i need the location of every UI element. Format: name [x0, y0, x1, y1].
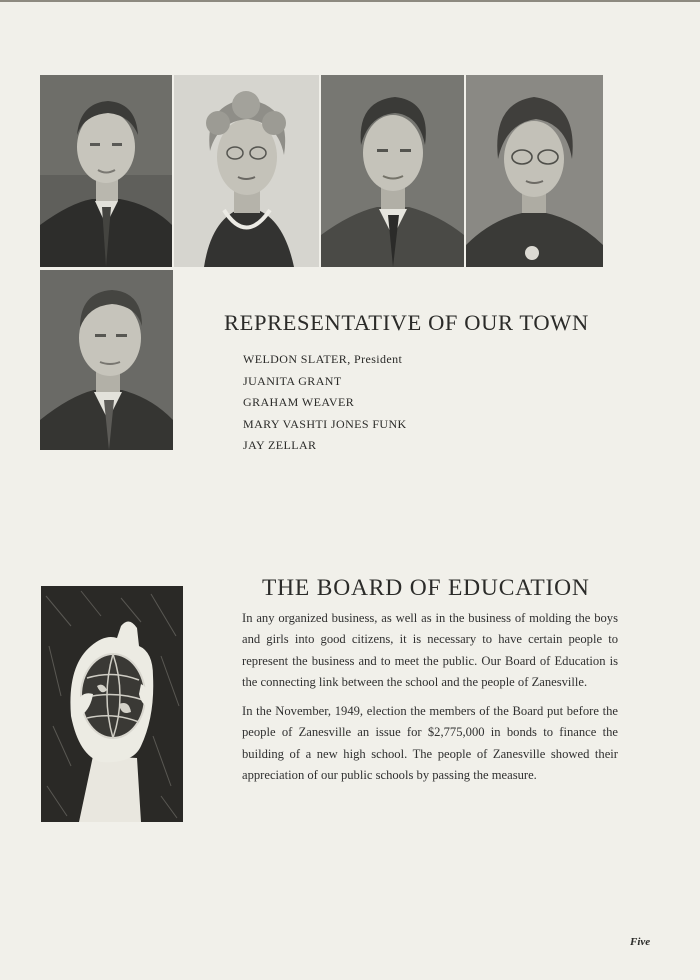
portrait-mary-vashti-jones-funk	[466, 75, 603, 267]
member-name: JUANITA GRANT	[243, 373, 342, 388]
member-item	[243, 352, 407, 374]
member-item	[243, 417, 407, 439]
body-text	[242, 608, 618, 794]
member-name: MARY VASHTI JONES FUNK	[243, 416, 407, 431]
portrait-weldon-slater	[40, 75, 172, 267]
section-title: REPRESENTATIVE OF OUR TOWN	[224, 310, 589, 335]
member-name: GRAHAM WEAVER	[243, 395, 355, 409]
member-name: WELDON SLATER,	[243, 352, 354, 366]
member-name: JAY ZELLAR	[243, 438, 317, 452]
page-top-edge	[0, 0, 700, 2]
member-item	[243, 374, 407, 396]
board-member-list	[243, 352, 407, 460]
member-item	[243, 438, 407, 460]
portrait-juanita-grant	[174, 75, 319, 267]
board-title: THE BOARD OF EDUCATION	[262, 575, 590, 601]
portrait-graham-weaver	[321, 75, 464, 267]
member-role: President	[354, 352, 403, 366]
paragraph: In the November, 1949, election the members of the Board put before the people of Zanesville an issue for $2,775,000 in bonds to finance the building of a new high school. The people of Zanesville showed their appreciation of our public schools by passing the measure.	[242, 704, 618, 783]
paragraph: In any organized business, as well as in the business of molding the boys and girls into good citizens, it is necessary to have certain people to represent the business and to meet the public. Our Board of Education is the connecting link between the school and the people of Zanesville.	[242, 611, 618, 689]
member-item	[243, 395, 407, 417]
portrait-jay-zellar	[40, 270, 173, 450]
page-number: Five	[630, 936, 651, 948]
hand-holding-globe-illustration	[41, 586, 183, 822]
